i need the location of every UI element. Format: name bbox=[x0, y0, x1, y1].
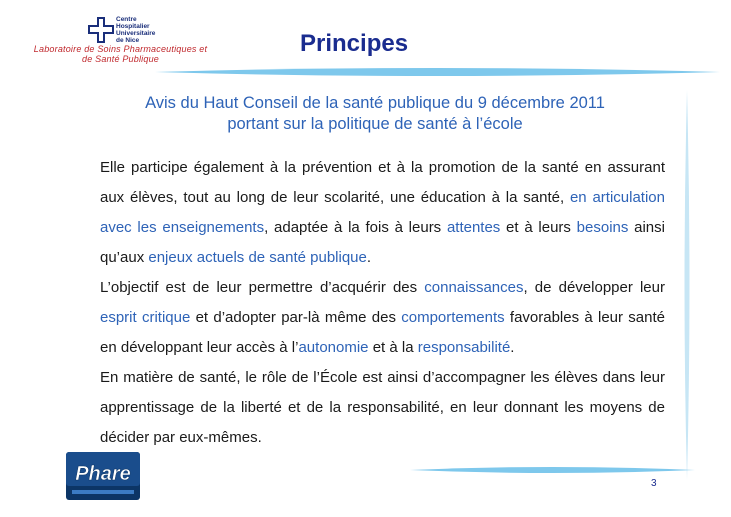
highlight: esprit critique bbox=[100, 309, 191, 326]
text-run: favorables à leur santé en développant leur accès à l’ bbox=[100, 309, 665, 356]
body-text bbox=[100, 153, 665, 453]
decorative-swoosh-right bbox=[682, 90, 692, 480]
phare-logo bbox=[66, 452, 140, 500]
paragraph-2 bbox=[100, 273, 665, 363]
decorative-swoosh-bottom bbox=[410, 466, 695, 474]
paragraph-1 bbox=[100, 153, 665, 273]
highlight: en articulation avec les enseignements bbox=[100, 189, 665, 236]
subtitle-line-1: Avis du Haut Conseil de la santé publique du 9 décembre 2011 bbox=[145, 94, 605, 112]
highlight: connaissances bbox=[424, 279, 524, 296]
highlight: responsabilité bbox=[417, 339, 511, 356]
highlight: attentes bbox=[446, 219, 501, 236]
text-run: , de développer leur bbox=[523, 279, 665, 296]
highlight: enjeux actuels de santé publique bbox=[148, 249, 367, 266]
text-run: et à la bbox=[368, 339, 418, 356]
chu-text bbox=[116, 16, 155, 44]
chu-line: de Nice bbox=[116, 37, 140, 44]
highlight: comportements bbox=[401, 309, 505, 326]
highlight: autonomie bbox=[298, 339, 369, 356]
lab-name: Laboratoire de Soins Pharmaceutiques et de Santé Publique bbox=[33, 44, 208, 64]
paragraph-3: En matière de santé, le rôle de l’École est ainsi d’accompagner les élèves dans leur apprentissage de la liberté et de la responsabilité, en leur donnant les moyens de décider par eux-mêmes. bbox=[100, 369, 665, 446]
text-run: . bbox=[366, 249, 372, 266]
chu-line: Centre bbox=[116, 16, 137, 23]
text-run: . bbox=[510, 339, 515, 356]
text-run: et à leurs bbox=[500, 219, 577, 236]
slide-title: Principes bbox=[300, 30, 409, 57]
text-run: ainsi qu’aux bbox=[100, 219, 665, 266]
chu-nice-logo bbox=[88, 16, 156, 46]
highlight: besoins bbox=[576, 219, 629, 236]
decorative-swoosh-top bbox=[155, 67, 720, 77]
text-run: et d’adopter par-là même des bbox=[190, 309, 402, 326]
chu-line: Hospitalier bbox=[116, 23, 150, 30]
chu-line: Universitaire bbox=[116, 30, 156, 37]
hospital-cross-icon bbox=[88, 16, 114, 44]
phare-logo-text: Phare bbox=[75, 463, 131, 485]
text-run: Elle participe également à la prévention et à la promotion de la santé en assurant aux élèves, tout au long de leur scolarité, une éducation à la santé, bbox=[100, 159, 665, 206]
text-run: , adaptée à la fois à leurs bbox=[264, 219, 447, 236]
text-run: L’objectif est de leur permettre d’acquérir des bbox=[100, 279, 425, 296]
page-number: 3 bbox=[651, 478, 657, 489]
subtitle bbox=[95, 93, 655, 135]
subtitle-line-2: portant sur la politique de santé à l’école bbox=[227, 115, 523, 133]
